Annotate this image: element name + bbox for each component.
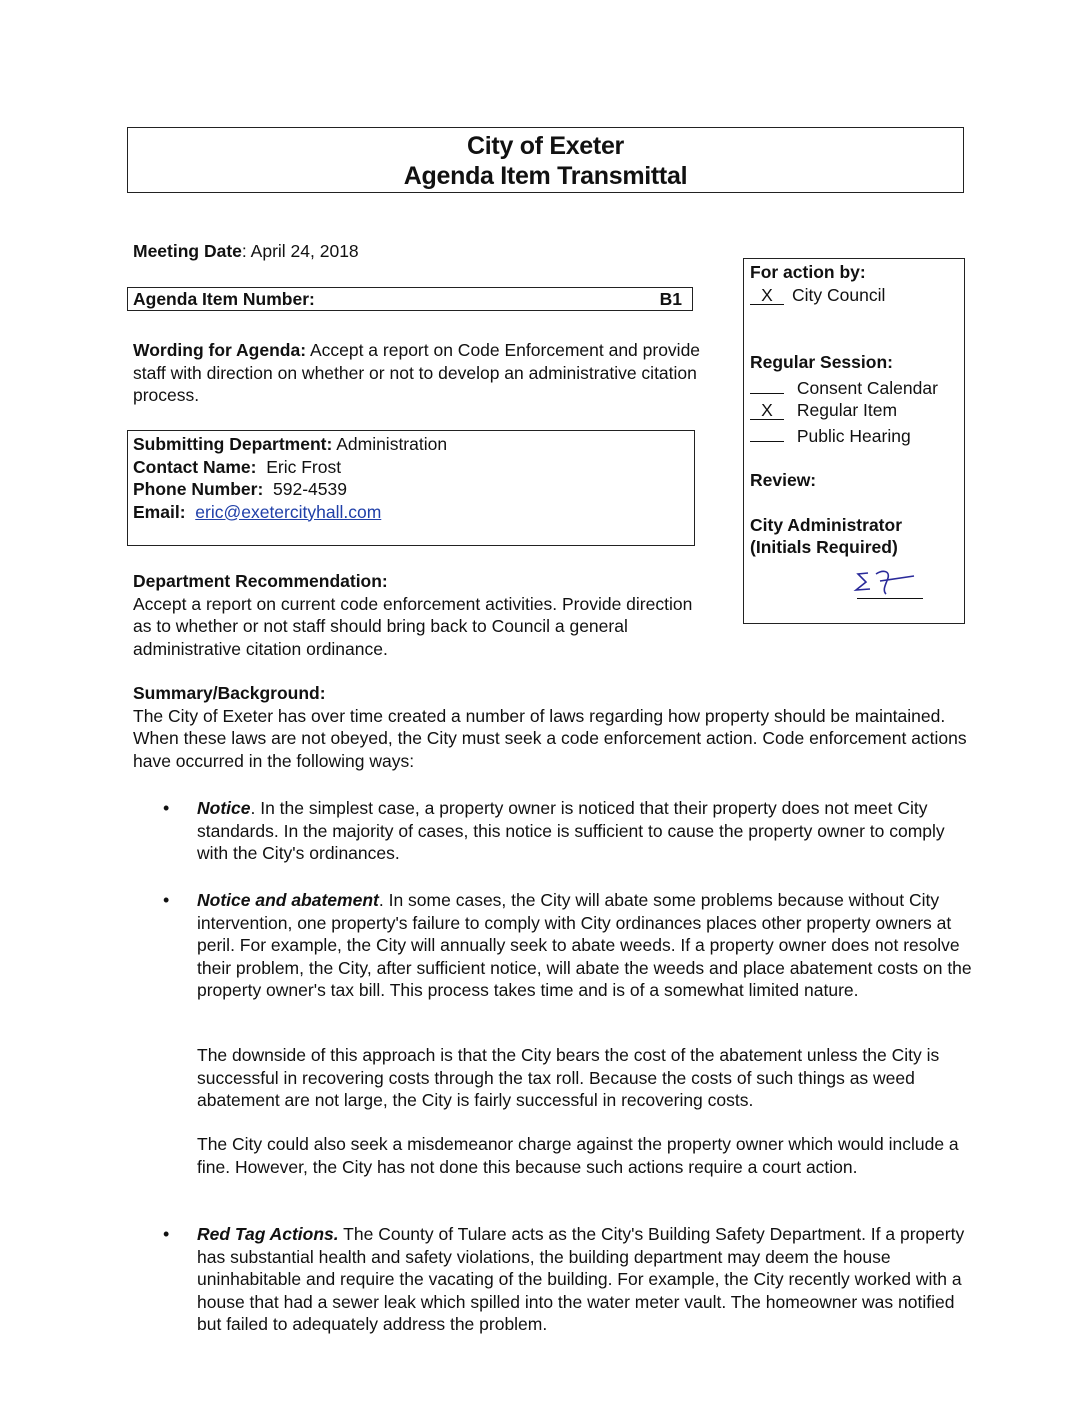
session-checkmark[interactable] [750,374,784,394]
wording-label: Wording for Agenda: [133,340,307,360]
session-checkmark[interactable] [750,422,784,442]
meeting-date-value: April 24, 2018 [246,241,359,261]
session-option-regular-item: X Regular Item [750,399,958,422]
phone-number: Phone Number: 592-4539 [133,479,347,499]
submitting-department: Submitting Department: Administration [133,434,448,454]
action-heading: For action by: [750,262,866,282]
dept-recommendation-text: Accept a report on current code enforcement activities. Provide direction as to whether or not staff should bring back to Council a general administrative citation ordinance. [133,593,693,659]
email: Email: eric@exetercityhall.com [133,501,382,522]
review-heading: Review: [750,470,817,490]
bullet-icon: • [163,890,170,910]
session-option-public-hearing: Public Hearing [750,422,958,448]
bullet-icon: • [163,1224,170,1244]
action-checkmark[interactable]: X [750,285,784,305]
session-checkmark[interactable]: X [750,400,784,420]
meeting-date: Meeting Date: April 24, 2018 [133,241,359,261]
initials-line [857,598,923,599]
wording-text: Accept a report on Code Enforcement and provide staff with direction on whether or not to develop an administrative citation process. [133,340,701,405]
wording-for-agenda [133,339,703,407]
contact-info-box [127,430,695,546]
summary-heading: Summary/Background: [133,683,326,703]
summary-intro: The City of Exeter has over time created a number of laws regarding how property should be maintained. When these laws are not obeyed, the City must seek a code enforcement action. Code enforcement actions have occurred in the following ways: [133,705,967,771]
abatement-downside-paragraph: The downside of this approach is that the City bears the cost of the abatement unless the City is successful in recovering costs through the tax roll. Because the costs of such things as weed abatement are not large, the City is fairly successful in recovering costs. [197,1045,940,1110]
bullet-text: The County of Tulare acts as the City's Building Safety Department. If a property has substantial health and safety violations, the building department may deem the house uninhabitable and require the vacating of the building. For example, the City recently worked with a house that had a sewer leak which spilled into the water meter vault. The homeowner was notified but failed to adequately address the problem. [197,1224,965,1334]
action-city-council: X City Council [750,284,958,307]
list-item-notice: • Notice. In the simplest case, a property owner is noticed that their property does not meet City standards. In the majority of cases, this notice is sufficient to cause the property owner to comply with the City's ordinances. [163,798,945,863]
meeting-date-label: Meeting Date [133,241,242,261]
agenda-item-value: B1 [659,288,682,309]
agenda-item-number-box [127,287,693,311]
bullet-text: In some cases, the City will abate some problems because without City intervention, one property's failure to comply with City ordinances places other property owners at peril. For example, the City will annually seek to abate weeds. If a property owner does not resolve their problem, the City, after sufficient notice, will abate the weeds and place abatement costs on the property owner's tax bill. This process takes time and is of a somewhat limited nature. [197,890,972,1000]
list-item-red-tag-actions [163,1223,973,1336]
list-item-notice-and-abatement: • Notice and abatement. In some cases, the City will abate some problems because without City intervention, one property's failure to comply with City ordinances places other property owners at peril. For example, the City will annually seek to abate weeds. If a property owner does not resolve their problem, the City, after sufficient notice, will abate the weeds and place abatement costs on the property owner's tax bill. This process takes time and is of a somewhat limited nature. [163,890,972,1000]
document-title: Agenda Item Transmittal [403,162,688,190]
initials-required-label: (Initials Required) [750,537,898,557]
city-name: City of Exeter [467,132,624,160]
dept-recommendation-heading: Department Recommendation: [133,571,388,591]
summary-background [133,682,973,772]
bullet-title: Red Tag Actions. [197,1224,339,1244]
misdemeanor-paragraph: The City could also seek a misdemeanor charge against the property owner which would include a fine. However, the City has not done this because such actions require a court action. [197,1134,959,1177]
agenda-item-label: Agenda Item Number: [133,288,315,309]
department-recommendation [133,570,713,660]
bullet-text: In the simplest case, a property owner is noticed that their property does not meet City standards. In the majority of cases, this notice is sufficient to cause the property owner to comply with the City's ordinances. [197,798,945,863]
city-administrator-heading: City Administrator [750,514,903,535]
contact-name: Contact Name: Eric Frost [133,456,342,477]
session-option-consent-calendar: Consent Calendar [750,374,958,400]
document-title-box [127,127,964,193]
initials-signature-icon [850,564,928,600]
bullet-icon: • [163,798,170,818]
bullet-title: Notice [197,798,251,818]
bullet-title: Notice and abatement [197,890,379,910]
email-link[interactable]: eric@exetercityhall.com [195,501,382,522]
session-heading: Regular Session: [750,352,893,372]
